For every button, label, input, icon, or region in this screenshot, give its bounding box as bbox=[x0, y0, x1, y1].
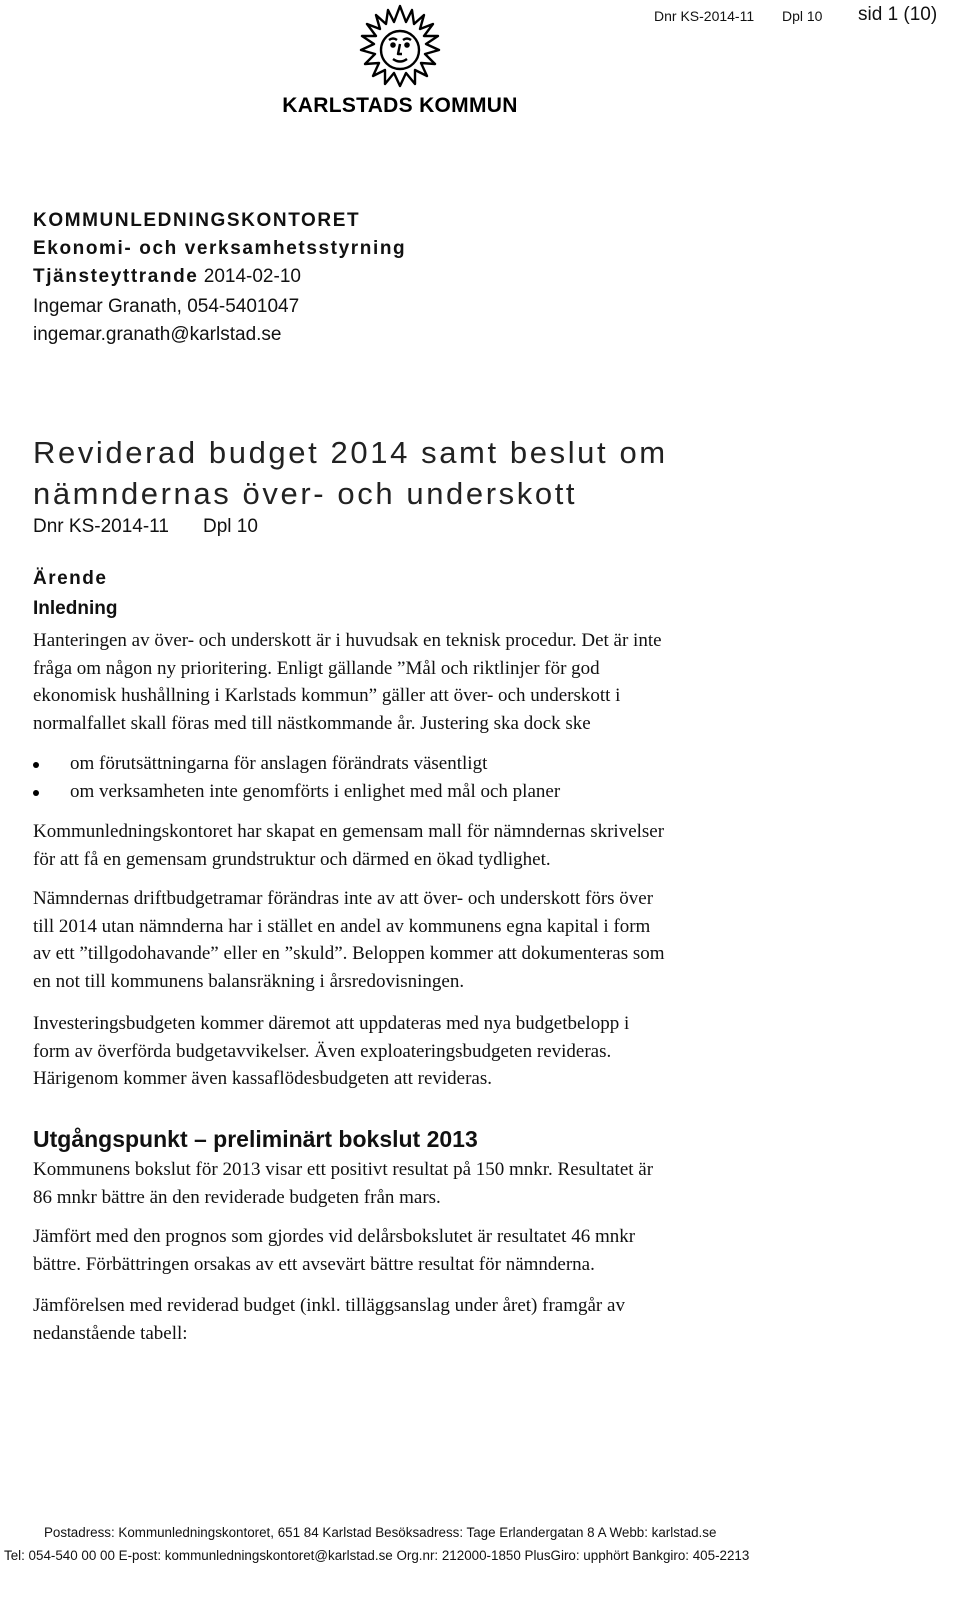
office-name: KOMMUNLEDNINGSKONTORET bbox=[33, 210, 361, 231]
paragraph-budget-frames: Nämndernas driftbudgetramar förändras inte av att över- och underskott förs över till 2014 utan nämnderna har i stället en andel av kommunens egna kapital i form av ett ”tillgodohavande” eller en ”skuld”. Beloppen kommer att dokumenteras som en not till kommunens balansräkning i årsredovisningen. bbox=[33, 888, 665, 992]
paragraph-result: Kommunens bokslut för 2013 visar ett positivt resultat på 150 mnkr. Resultatet är 86 mnkr bättre än den reviderade budgeten från mars. bbox=[33, 1159, 654, 1208]
footer-contact: Tel: 054-540 00 00 E-post: kommunledningskontoret@karlstad.se Org.nr: 212000-1850 PlusGiro: upphört Bankgiro: 405-2213 bbox=[4, 1548, 750, 1563]
list-item-text: om verksamheten inte genomförts i enlighet med mål och planer bbox=[70, 781, 561, 802]
doc-type-line bbox=[33, 263, 301, 291]
paragraph-comparison: Jämförelsen med reviderad budget (inkl. tilläggsanslag under året) framgår av nedanstående tabell: bbox=[33, 1295, 625, 1344]
header-dnr: Dnr KS-2014-11 bbox=[654, 8, 755, 24]
paragraph-intro: Hanteringen av över- och underskott är i huvudsak en teknisk procedur. Det är inte fråga om någon ny prioritering. Enligt gällande ”Mål och riktlinjer för god ekonomisk hushållning i Karlstads kommun” gäller att över- och underskott i normalfallet skall föras med till nästkommande år. Justering ska dock ske bbox=[33, 630, 662, 734]
page-number: sid 1 (10) bbox=[858, 4, 938, 25]
paragraph-investment: Investeringsbudgeten kommer däremot att uppdateras med nya budgetbelopp i form av överförda budgetavvikelser. Även exploateringsbudgeten revideras. Härigenom kommer även kassaflödesbudgeten att revideras. bbox=[33, 1013, 630, 1090]
logo-text: KARLSTADS KOMMUN bbox=[282, 94, 518, 117]
page-title bbox=[33, 432, 933, 514]
author-line: Ingemar Granath, 054-5401047 bbox=[33, 296, 300, 317]
title-line-1: Reviderad budget 2014 samt beslut om bbox=[33, 435, 668, 470]
doc-type: Tjänsteyttrande bbox=[33, 266, 199, 287]
author-email: ingemar.granath@karlstad.se bbox=[33, 324, 282, 345]
bullet-dot bbox=[33, 790, 39, 796]
bullet-dot bbox=[33, 762, 39, 768]
department-name: Ekonomi- och verksamhetsstyrning bbox=[33, 238, 407, 259]
header-dpl: Dpl 10 bbox=[782, 8, 823, 24]
section-heading-2: Utgångspunkt – preliminärt bokslut 2013 bbox=[33, 1126, 478, 1152]
sun-face-icon bbox=[282, 4, 518, 94]
paragraph-template: Kommunledningskontoret har skapat en gemensam mall för nämndernas skrivelser för att få en gemensam grundstruktur och därmed en ökad tydlighet. bbox=[33, 821, 665, 870]
section-heading: Ärende bbox=[33, 568, 108, 589]
list-item bbox=[33, 778, 560, 806]
paragraph-forecast: Jämfört med den prognos som gjordes vid delårsbokslutet är resultatet 46 mnkr bättre. Förbättringen orsakas av ett avsevärt bättre resultat för nämnderna. bbox=[33, 1226, 636, 1275]
title-line-2: nämndernas över- och underskott bbox=[33, 476, 578, 511]
bullet-list bbox=[33, 750, 560, 806]
list-item-text: om förutsättningarna för anslagen förändrats väsentligt bbox=[70, 753, 488, 774]
doc-date: 2014-02-10 bbox=[203, 266, 301, 287]
list-item bbox=[33, 750, 560, 778]
section-subheading: Inledning bbox=[33, 598, 118, 619]
karlstads-kommun-logo bbox=[282, 4, 518, 118]
title-dpl: Dpl 10 bbox=[203, 516, 258, 537]
footer-address: Postadress: Kommunledningskontoret, 651 84 Karlstad Besöksadress: Tage Erlandergatan 8 A Webb: karlstad.se bbox=[44, 1525, 717, 1540]
title-dnr: Dnr KS-2014-11 bbox=[33, 516, 169, 537]
